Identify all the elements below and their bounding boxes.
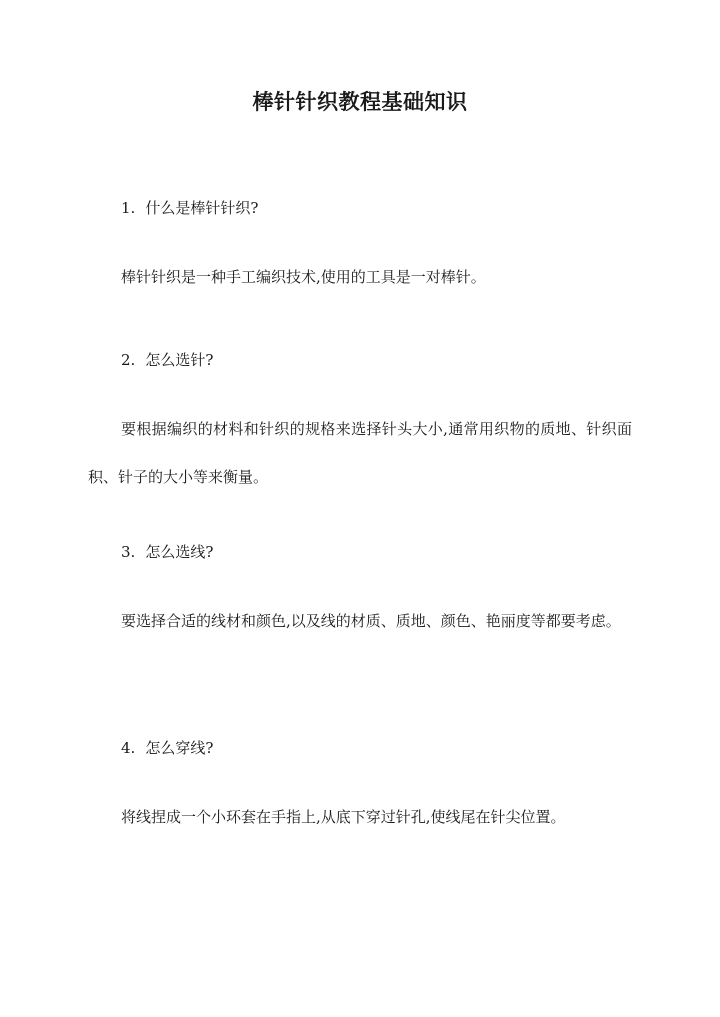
section-body: 要根据编织的材料和针织的规格来选择针头大小,通常用织物的质地、针织面积、针子的大小等来衡量。 xyxy=(88,420,632,486)
section-heading xyxy=(88,540,632,564)
document-title: 棒针针织教程基础知识 xyxy=(252,89,468,114)
section-heading-text: 怎么选线? xyxy=(145,543,214,561)
section-heading-text: 怎么选针? xyxy=(145,351,214,369)
section-choose-yarn xyxy=(88,540,632,645)
section-what-is-knitting xyxy=(88,196,632,301)
section-heading xyxy=(88,736,632,760)
section-body: 将线捏成一个小环套在手指上,从底下穿过针孔,使线尾在针尖位置。 xyxy=(121,808,566,826)
section-number: 4. xyxy=(121,739,136,757)
section-heading-text: 什么是棒针针织? xyxy=(145,199,259,217)
section-number: 3. xyxy=(121,543,136,561)
section-thread-yarn xyxy=(88,736,632,841)
section-body: 棒针针织是一种手工编织技术,使用的工具是一对棒针。 xyxy=(121,268,486,286)
section-body: 要选择合适的线材和颜色,以及线的材质、质地、颜色、艳丽度等都要考虑。 xyxy=(121,612,621,630)
section-heading xyxy=(88,348,632,372)
section-choose-needle xyxy=(88,348,632,501)
section-heading-text: 怎么穿线? xyxy=(145,739,214,757)
section-number: 2. xyxy=(121,351,136,369)
section-heading xyxy=(88,196,632,220)
section-number: 1. xyxy=(121,199,136,217)
